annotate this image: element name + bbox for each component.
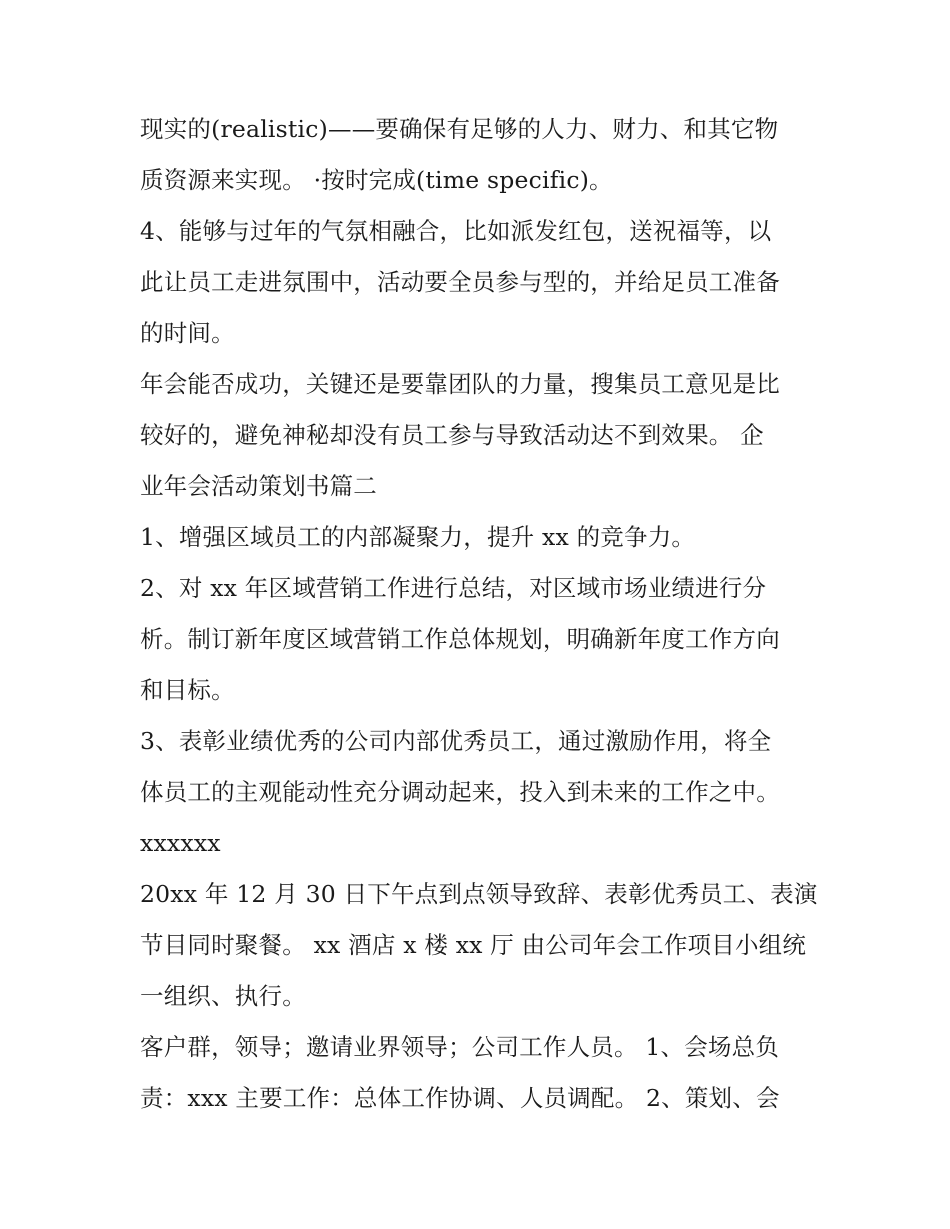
text-line: 3、表彰业绩优秀的公司内部优秀员工，通过激励作用，将全 — [140, 727, 772, 755]
text-line: 节目同时聚餐。 xx 酒店 x 楼 xx 厅 由公司年会工作项目小组统 — [140, 931, 807, 959]
text-line: 和目标。 — [140, 676, 235, 704]
text-line: 析。制订新年度区域营销工作总体规划，明确新年度工作方向 — [140, 625, 780, 653]
text-line: 年会能否成功，关键还是要靠团队的力量，搜集员工意见是比 — [140, 370, 780, 398]
text-line: 现实的(realistic)——要确保有足够的人力、财力、和其它物 — [140, 115, 779, 143]
text-line: 2、对 xx 年区域营销工作进行总结，对区域市场业绩进行分 — [140, 574, 767, 602]
text-line: 4、能够与过年的气氛相融合，比如派发红包，送祝福等，以 — [140, 217, 772, 245]
text-line: 业年会活动策划书篇二 — [140, 472, 377, 500]
text-line: 的时间。 — [140, 319, 235, 347]
text-line: 体员工的主观能动性充分调动起来，投入到未来的工作之中。 — [140, 778, 780, 806]
text-line: 1、增强区域员工的内部凝聚力，提升 xx 的竞争力。 — [140, 523, 696, 551]
text-line: 较好的，避免神秘却没有员工参与导致活动达不到效果。 企 — [140, 421, 764, 449]
document-body — [140, 104, 820, 1124]
text-line: 质资源来实现。 ·按时完成(time specific)。 — [140, 166, 613, 194]
text-line: 20xx 年 12 月 30 日下午点到点领导致辞、表彰优秀员工、表演 — [140, 880, 818, 908]
text-line: 此让员工走进氛围中，活动要全员参与型的，并给足员工准备 — [140, 268, 780, 296]
text-line: 一组织、执行。 — [140, 982, 306, 1010]
text-line: 责：xxx 主要工作：总体工作协调、人员调配。 2、策划、会 — [140, 1084, 780, 1112]
text-line: xxxxxx — [140, 829, 221, 857]
text-line: 客户群，领导；邀请业界领导；公司工作人员。 1、会场总负 — [140, 1033, 780, 1061]
